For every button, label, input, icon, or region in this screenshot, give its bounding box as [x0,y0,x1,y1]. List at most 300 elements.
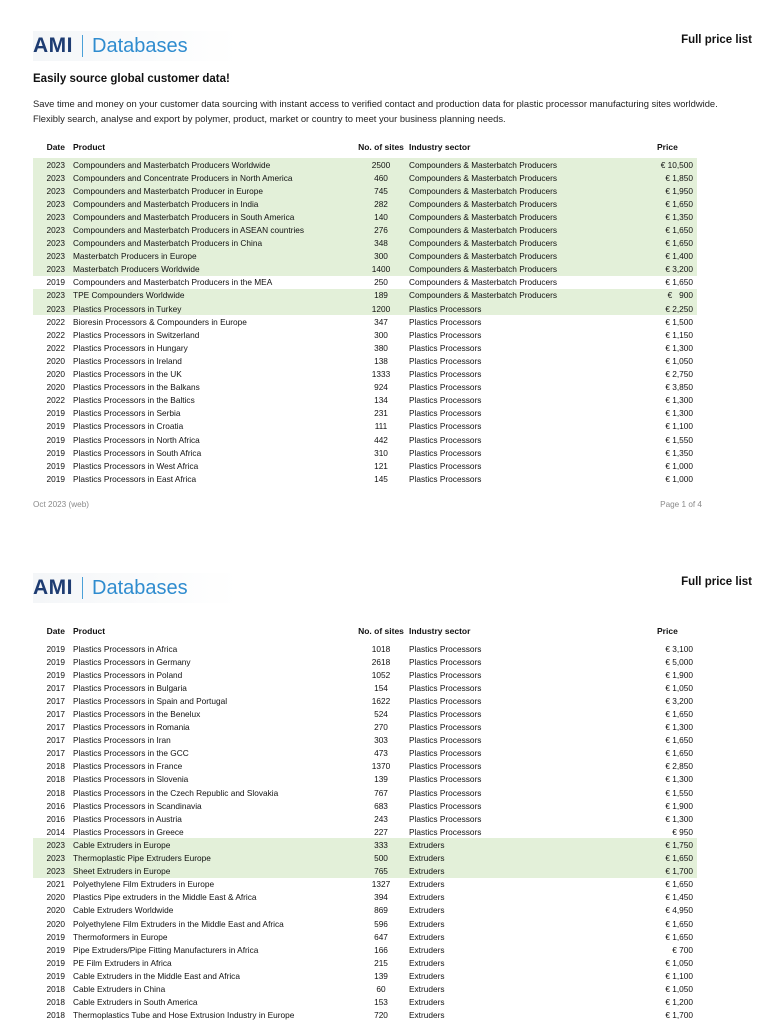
cell-price: € 1,300 [665,342,693,353]
cell-industry: Extruders [409,879,445,890]
cell-price: € 1,650 [665,198,693,209]
cell-price: € 1,550 [665,787,693,798]
table-row [33,904,697,917]
table-row [33,341,697,354]
cell-industry: Plastics Processors [409,695,482,706]
table-row [33,237,697,250]
cell-industry: Plastics Processors [409,329,482,340]
cell-product: Plastics Processors in Iran [73,735,171,746]
cell-date: 2021 [46,879,65,890]
cell-sites: 231 [374,408,388,419]
cell-date: 2023 [46,303,65,314]
table-row [33,838,697,851]
cell-sites: 1370 [371,761,391,772]
cell-date: 2020 [46,382,65,393]
ami-databases-logo [33,573,238,603]
cell-industry: Compounders & Masterbatch Producers [409,185,558,196]
cell-date: 2023 [46,198,65,209]
cell-price: € 1,650 [665,748,693,759]
cell-product: Plastics Processors in the Baltics [73,395,195,406]
cell-product: Plastics Processors in Switzerland [73,329,200,340]
table-row [33,734,697,747]
table-row [33,381,697,394]
cell-sites: 139 [374,970,388,981]
cell-date: 2020 [46,355,65,366]
cell-sites: 2618 [371,656,391,667]
cell-product: Plastics Processors in Serbia [73,408,181,419]
cell-price: € 1,050 [665,983,693,994]
cell-price: € 1,200 [665,997,693,1008]
cell-sites: 145 [374,473,388,484]
cell-sites: 227 [374,826,388,837]
cell-date: 2014 [46,826,65,837]
cell-industry: Extruders [409,970,445,981]
cell-sites: 380 [374,342,388,353]
cell-date: 2022 [46,395,65,406]
cell-product: Masterbatch Producers in Europe [73,251,197,262]
cell-date: 2017 [46,748,65,759]
table-row [33,943,697,956]
cell-price: € 1,050 [665,682,693,693]
cell-price: € 950 [672,826,693,837]
cell-price: € 1,400 [665,251,693,262]
table-row [33,982,697,995]
price-table-page-2 [33,616,697,1022]
column-header-sites: No. of sites [358,626,404,636]
cell-sites: 596 [374,918,388,929]
cell-price: € 1,650 [665,277,693,288]
cell-product: Sheet Extruders in Europe [73,866,171,877]
table-row [33,773,697,786]
column-header-product: Product [73,142,106,152]
cell-sites: 683 [374,800,388,811]
cell-date: 2017 [46,735,65,746]
cell-price: € 1,650 [665,225,693,236]
table-row [33,878,697,891]
cell-sites: 215 [374,957,388,968]
column-header-price: Price [657,626,678,636]
table-row [33,302,697,315]
cell-sites: 1400 [371,264,391,275]
cell-sites: 924 [374,382,388,393]
cell-industry: Plastics Processors [409,735,482,746]
cell-product: Cable Extruders in China [73,983,166,994]
cell-sites: 60 [376,983,386,994]
cell-sites: 134 [374,395,388,406]
table-header [33,132,697,158]
cell-sites: 153 [374,997,388,1008]
table-row [33,996,697,1009]
cell-sites: 1018 [371,643,391,654]
cell-product: Plastics Processors in Poland [73,669,183,680]
cell-price: € 4,950 [665,905,693,916]
table-row [33,812,697,825]
table-row [33,969,697,982]
cell-industry: Extruders [409,997,445,1008]
cell-date: 2017 [46,722,65,733]
cell-product: Thermoplastics Tube and Hose Extrusion Industry in Europe [73,1010,295,1021]
cell-sites: 1333 [371,369,391,380]
cell-price: € 1,750 [665,839,693,850]
cell-date: 2020 [46,905,65,916]
cell-industry: Extruders [409,839,445,850]
cell-industry: Plastics Processors [409,421,482,432]
cell-product: Cable Extruders in the Middle East and Africa [73,970,240,981]
cell-sites: 139 [374,774,388,785]
cell-sites: 347 [374,316,388,327]
cell-date: 2019 [46,957,65,968]
cell-product: Plastics Processors in North Africa [73,434,200,445]
cell-price: € 10,500 [660,159,693,170]
cell-date: 2023 [46,839,65,850]
table-row [33,407,697,420]
cell-sites: 276 [374,225,388,236]
cell-product: Polyethylene Film Extruders in the Middle East and Africa [73,918,284,929]
logo-databases-text: Databases [92,576,188,599]
table-body [33,158,697,485]
table-row [33,707,697,720]
cell-industry: Plastics Processors [409,709,482,720]
cell-industry: Extruders [409,866,445,877]
table-row [33,786,697,799]
cell-product: Pipe Extruders/Pipe Fitting Manufacturers in Africa [73,944,259,955]
cell-date: 2018 [46,983,65,994]
cell-product: Plastics Pipe extruders in the Middle East & Africa [73,892,257,903]
cell-product: Plastics Processors in Ireland [73,355,182,366]
cell-date: 2023 [46,159,65,170]
cell-date: 2019 [46,931,65,942]
cell-price: € 1,350 [665,447,693,458]
cell-industry: Compounders & Masterbatch Producers [409,264,558,275]
cell-industry: Extruders [409,853,445,864]
cell-sites: 524 [374,709,388,720]
cell-sites: 154 [374,682,388,693]
cell-price: € 1,650 [665,918,693,929]
cell-price: € 2,750 [665,369,693,380]
cell-sites: 333 [374,839,388,850]
cell-price: € 1,500 [665,316,693,327]
cell-product: Plastics Processors in Austria [73,813,182,824]
cell-industry: Compounders & Masterbatch Producers [409,251,558,262]
column-header-date: Date [46,626,65,636]
cell-product: Compounders and Masterbatch Producers in the MEA [73,277,273,288]
cell-date: 2023 [46,172,65,183]
cell-industry: Extruders [409,892,445,903]
cell-product: Thermoplastic Pipe Extruders Europe [73,853,211,864]
cell-product: Plastics Processors in the Benelux [73,709,201,720]
table-row [33,446,697,459]
cell-date: 2023 [46,225,65,236]
cell-product: Plastics Processors in Romania [73,722,190,733]
cell-price: € 1,300 [665,813,693,824]
column-header-date: Date [46,142,65,152]
cell-price: € 1,700 [665,866,693,877]
cell-price: € 1,000 [665,460,693,471]
footer-page-number: Page 1 of 4 [660,500,702,509]
logo-ami-text: AMI [33,576,73,599]
table-row [33,368,697,381]
cell-price: € 1,700 [665,1010,693,1021]
cell-date: 2023 [46,185,65,196]
cell-industry: Plastics Processors [409,382,482,393]
cell-sites: 300 [374,251,388,262]
cell-date: 2020 [46,369,65,380]
cell-industry: Extruders [409,957,445,968]
cell-product: Compounders and Masterbatch Producers in South America [73,211,295,222]
cell-price: € 1,300 [665,774,693,785]
cell-sites: 348 [374,238,388,249]
cell-product: Compounders and Masterbatch Producers in China [73,238,263,249]
cell-sites: 138 [374,355,388,366]
cell-date: 2022 [46,316,65,327]
cell-price: € 1,300 [665,408,693,419]
cell-date: 2019 [46,434,65,445]
cell-industry: Plastics Processors [409,460,482,471]
cell-price: € 1,100 [665,421,693,432]
cell-date: 2018 [46,787,65,798]
cell-price: € 1,650 [665,735,693,746]
cell-sites: 140 [374,211,388,222]
cell-industry: Extruders [409,1010,445,1021]
cell-price: € 1,900 [665,800,693,811]
cell-date: 2019 [46,421,65,432]
cell-date: 2016 [46,813,65,824]
cell-sites: 270 [374,722,388,733]
cell-sites: 1052 [371,669,391,680]
cell-date: 2019 [46,656,65,667]
table-row [33,825,697,838]
cell-industry: Compounders & Masterbatch Producers [409,290,558,301]
cell-industry: Plastics Processors [409,369,482,380]
cell-sites: 303 [374,735,388,746]
cell-price: € 3,200 [665,695,693,706]
cell-industry: Compounders & Masterbatch Producers [409,198,558,209]
column-header-product: Product [73,626,106,636]
cell-industry: Extruders [409,905,445,916]
cell-sites: 2500 [371,159,391,170]
logo-divider [82,577,83,599]
cell-price: € 1,650 [665,709,693,720]
cell-date: 2022 [46,329,65,340]
cell-sites: 282 [374,198,388,209]
cell-product: Compounders and Masterbatch Producers in ASEAN countries [73,225,305,236]
cell-date: 2018 [46,997,65,1008]
price-table-page-1 [33,132,697,485]
table-row [33,681,697,694]
table-row [33,642,697,655]
cell-industry: Plastics Processors [409,408,482,419]
cell-product: Cable Extruders in South America [73,997,198,1008]
cell-sites: 111 [374,421,388,432]
cell-product: Plastics Processors in South Africa [73,447,202,458]
cell-date: 2016 [46,800,65,811]
full-price-list-heading: Full price list [681,576,752,588]
cell-date: 2020 [46,892,65,903]
cell-sites: 121 [374,460,388,471]
price-list-page-2 [0,545,768,1024]
cell-product: Polyethylene Film Extruders in Europe [73,879,215,890]
table-row [33,891,697,904]
cell-date: 2017 [46,682,65,693]
cell-industry: Plastics Processors [409,656,482,667]
table-body [33,642,697,1022]
ami-databases-logo [33,31,238,61]
cell-product: Plastics Processors in Germany [73,656,191,667]
table-row [33,289,697,302]
cell-product: Plastics Processors in West Africa [73,460,199,471]
table-row [33,354,697,367]
cell-product: Compounders and Concentrate Producers in North America [73,172,293,183]
intro-title: Easily source global customer data! [33,73,230,85]
cell-price: € 1,300 [665,722,693,733]
table-row [33,721,697,734]
cell-sites: 1622 [371,695,391,706]
cell-price: € 1,350 [665,211,693,222]
cell-date: 2020 [46,918,65,929]
cell-industry: Extruders [409,944,445,955]
table-row [33,328,697,341]
cell-product: Cable Extruders Worldwide [73,905,174,916]
cell-industry: Plastics Processors [409,787,482,798]
cell-date: 2023 [46,290,65,301]
cell-price: € 1,650 [665,238,693,249]
cell-date: 2019 [46,473,65,484]
cell-product: Thermoformers in Europe [73,931,168,942]
cell-product: TPE Compounders Worldwide [73,290,185,301]
table-row [33,433,697,446]
cell-date: 2019 [46,669,65,680]
cell-industry: Compounders & Masterbatch Producers [409,277,558,288]
cell-product: Masterbatch Producers Worldwide [73,264,200,275]
cell-date: 2018 [46,1010,65,1021]
cell-sites: 300 [374,329,388,340]
cell-price: € 700 [672,944,693,955]
cell-date: 2019 [46,460,65,471]
cell-industry: Plastics Processors [409,826,482,837]
cell-sites: 1327 [371,879,391,890]
table-row [33,852,697,865]
cell-date: 2023 [46,866,65,877]
cell-industry: Plastics Processors [409,813,482,824]
cell-date: 2019 [46,447,65,458]
cell-product: Plastics Processors in the GCC [73,748,189,759]
table-row [33,250,697,263]
cell-price: € 1,300 [665,395,693,406]
cell-sites: 500 [374,853,388,864]
cell-date: 2023 [46,264,65,275]
table-row [33,930,697,943]
cell-price: € 1,450 [665,892,693,903]
cell-product: Compounders and Masterbatch Producers Worldwide [73,159,271,170]
cell-product: Plastics Processors in Spain and Portugal [73,695,228,706]
cell-industry: Plastics Processors [409,761,482,772]
column-header-price: Price [657,142,678,152]
cell-date: 2019 [46,970,65,981]
cell-sites: 189 [374,290,388,301]
cell-industry: Plastics Processors [409,774,482,785]
table-row [33,184,697,197]
table-row [33,865,697,878]
cell-price: € 1,650 [665,879,693,890]
cell-price: € 3,100 [665,643,693,654]
table-row [33,747,697,760]
table-row [33,315,697,328]
footer-date: Oct 2023 (web) [33,500,89,509]
cell-sites: 394 [374,892,388,903]
cell-date: 2017 [46,709,65,720]
cell-industry: Plastics Processors [409,395,482,406]
cell-sites: 1200 [371,303,391,314]
cell-industry: Plastics Processors [409,355,482,366]
cell-date: 2019 [46,277,65,288]
table-row [33,420,697,433]
cell-price: € 1,650 [665,931,693,942]
cell-industry: Plastics Processors [409,316,482,327]
cell-sites: 310 [374,447,388,458]
cell-date: 2023 [46,238,65,249]
table-row [33,171,697,184]
table-row [33,459,697,472]
table-row [33,799,697,812]
cell-price: € 1,900 [665,669,693,680]
table-row [33,276,697,289]
cell-industry: Compounders & Masterbatch Producers [409,225,558,236]
cell-industry: Plastics Processors [409,473,482,484]
cell-price: € 1,100 [665,970,693,981]
cell-industry: Compounders & Masterbatch Producers [409,238,558,249]
intro-text: Save time and money on your customer data sourcing with instant access to verified contact and production data for plastic processor manufacturing sites worldwide. Flexibly search, analyse and export by polymer, product, market or country to meet your business planning needs. [33,98,718,124]
cell-price: € 3,850 [665,382,693,393]
cell-sites: 473 [374,748,388,759]
cell-price: € 5,000 [665,656,693,667]
cell-sites: 460 [374,172,388,183]
cell-date: 2019 [46,643,65,654]
cell-product: Bioresin Processors & Compounders in Europe [73,316,247,327]
cell-product: Cable Extruders in Europe [73,839,171,850]
full-price-list-heading: Full price list [681,34,752,46]
cell-product: Plastics Processors in Scandinavia [73,800,202,811]
cell-price: € 1,850 [665,172,693,183]
cell-industry: Plastics Processors [409,748,482,759]
cell-sites: 442 [374,434,388,445]
cell-industry: Plastics Processors [409,643,482,654]
cell-sites: 720 [374,1010,388,1021]
cell-product: Plastics Processors in Africa [73,643,178,654]
cell-product: Plastics Processors in Turkey [73,303,182,314]
logo-databases-text: Databases [92,34,188,57]
cell-sites: 767 [374,787,388,798]
cell-product: Plastics Processors in East Africa [73,473,197,484]
cell-price: € 2,850 [665,761,693,772]
column-header-sites: No. of sites [358,142,404,152]
cell-industry: Extruders [409,931,445,942]
cell-price: € 1,050 [665,957,693,968]
cell-industry: Plastics Processors [409,434,482,445]
cell-sites: 647 [374,931,388,942]
cell-industry: Plastics Processors [409,342,482,353]
cell-product: Plastics Processors in Hungary [73,342,188,353]
cell-industry: Plastics Processors [409,682,482,693]
logo-ami-text: AMI [33,34,73,57]
cell-date: 2019 [46,944,65,955]
column-header-industry: Industry sector [409,142,471,152]
cell-date: 2017 [46,695,65,706]
column-header-industry: Industry sector [409,626,471,636]
cell-date: 2023 [46,211,65,222]
table-row [33,197,697,210]
cell-product: Compounders and Masterbatch Producers in India [73,198,259,209]
cell-product: Plastics Processors in Bulgaria [73,682,187,693]
